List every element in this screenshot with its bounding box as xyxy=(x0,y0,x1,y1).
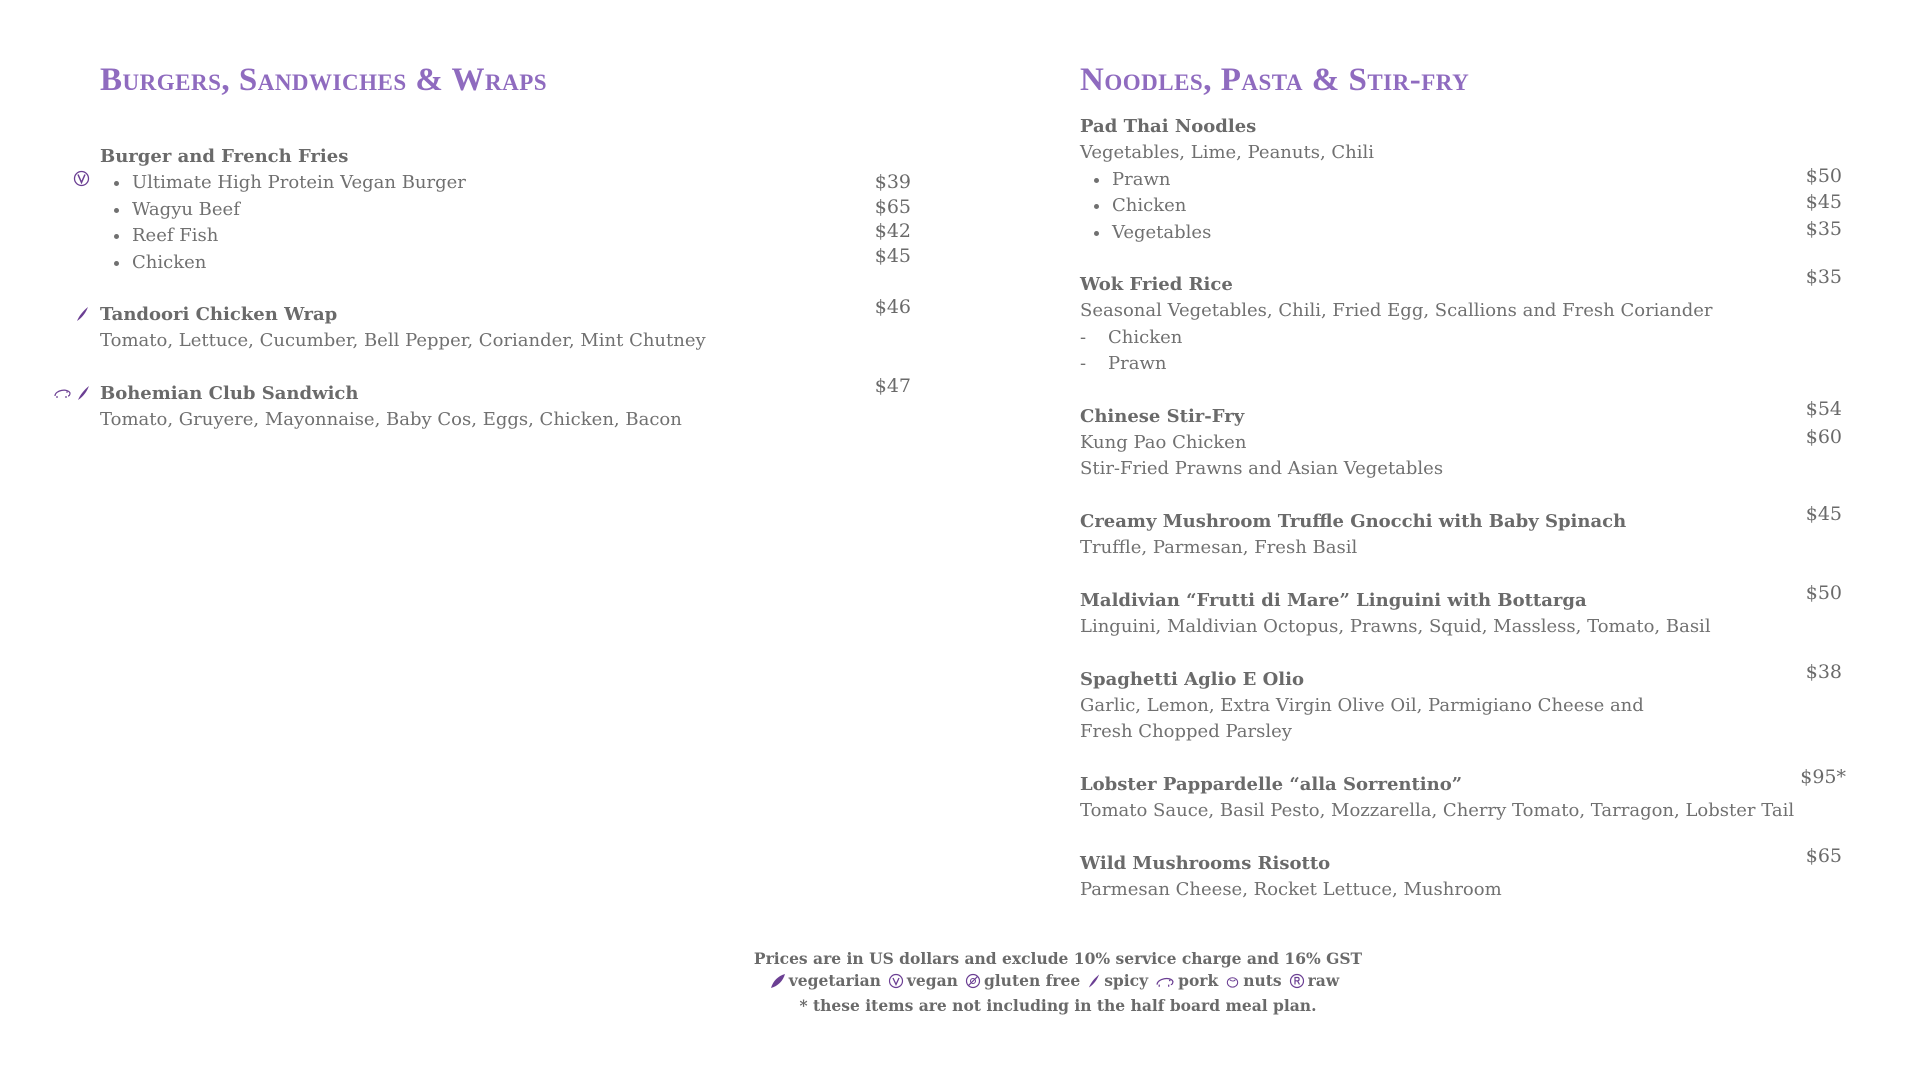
price: $35 xyxy=(1805,266,1842,289)
item-description: Kung Pao Chicken $60 xyxy=(1080,426,1842,454)
item-name: Tandoori Chicken Wrap xyxy=(100,304,338,326)
item-description: Garlic, Lemon, Extra Virgin Olive Oil, Parmigiano Cheese and Fresh Chopped Parsley xyxy=(1080,694,1644,743)
option-row: Chicken $45 xyxy=(1080,193,1850,219)
item-name: Chinese Stir-Fry xyxy=(1080,405,1245,427)
item-name: Lobster Pappardelle “alla Sorrentino” xyxy=(1080,773,1463,795)
item-description: Vegetables, Lime, Peanuts, Chili xyxy=(1080,142,1375,164)
price: $54 xyxy=(1805,397,1842,420)
menu-item-risotto xyxy=(1080,844,1850,904)
menu-item-linguini xyxy=(1080,581,1850,641)
vegan-icon xyxy=(73,170,90,187)
menu-item-club xyxy=(100,374,915,434)
item-description: Seasonal Vegetables, Chili, Fried Egg, Scallions and Fresh Coriander xyxy=(1080,300,1713,322)
item-name: Bohemian Club Sandwich xyxy=(100,382,359,404)
price: $65 xyxy=(1805,844,1842,867)
item-description: Truffle, Parmesan, Fresh Basil xyxy=(1080,537,1358,559)
menu-item-aglio xyxy=(1080,660,1850,746)
leaf-icon xyxy=(770,973,786,989)
price: $39 xyxy=(874,171,911,194)
option-row: Vegetables $35 xyxy=(1080,220,1850,246)
option-row: - Prawn xyxy=(1080,351,1850,377)
option-row: Chicken $45 xyxy=(100,250,915,276)
item-description: Tomato Sauce, Basil Pesto, Mozzarella, Cherry Tomato, Tarragon, Lobster Tail xyxy=(1080,800,1795,822)
price: $46 xyxy=(874,296,911,319)
price: $47 xyxy=(874,374,911,397)
item-name: Wild Mushrooms Risotto xyxy=(1080,852,1331,874)
price: $95* xyxy=(1800,765,1846,788)
item-name: Creamy Mushroom Truffle Gnocchi with Baby Spinach xyxy=(1080,510,1627,532)
item-description: Tomato, Lettuce, Cucumber, Bell Pepper, Coriander, Mint Chutney xyxy=(100,330,706,352)
section-title: Burgers, Sandwiches & Wraps xyxy=(100,62,548,98)
nut-icon xyxy=(1225,974,1240,989)
price: $45 xyxy=(874,244,911,267)
price: $35 xyxy=(1805,217,1842,240)
menu-item-stirfry xyxy=(1080,397,1850,483)
price: $60 xyxy=(1805,426,1842,449)
price: $45 xyxy=(1805,191,1842,214)
price: $50 xyxy=(1805,164,1842,187)
option-row: Wagyu Beef $65 xyxy=(100,197,915,223)
section-burgers xyxy=(100,62,915,460)
dietary-legend: vegetarian vegan gluten free spicy pork nuts raw xyxy=(770,970,1346,992)
chili-icon xyxy=(75,306,90,322)
menu-item-padthai xyxy=(1080,114,1850,246)
item-description: Tomato, Gruyere, Mayonnaise, Baby Cos, Eggs, Chicken, Bacon xyxy=(100,409,682,431)
section-title: Noodles, Pasta & Stir-fry xyxy=(1080,62,1470,98)
item-name: Burger and French Fries xyxy=(100,146,349,167)
v-circle-icon xyxy=(888,973,904,989)
price: $42 xyxy=(874,220,911,243)
option-row: Ultimate High Protein Vegan Burger $39 xyxy=(100,170,915,196)
price: $45 xyxy=(1805,502,1842,525)
chili-icon xyxy=(76,385,91,401)
price: $50 xyxy=(1805,581,1842,604)
menu-footer xyxy=(0,948,1920,1017)
price: $65 xyxy=(874,195,911,218)
item-description: Parmesan Cheese, Rocket Lettuce, Mushroom xyxy=(1080,878,1502,900)
pig-icon xyxy=(1155,975,1175,988)
menu-item-rice xyxy=(1080,266,1850,378)
price-note: Prices are in US dollars and exclude 10% service charge and 16% GST xyxy=(753,949,1363,968)
item-name: Pad Thai Noodles xyxy=(1080,116,1257,137)
option-row: Prawn $50 xyxy=(1080,167,1850,193)
menu-item-wrap xyxy=(100,296,915,355)
menu-item-burger xyxy=(100,144,915,276)
item-description: Linguini, Maldivian Octopus, Prawns, Squid, Massless, Tomato, Basil xyxy=(1080,616,1711,638)
item-name: Wok Fried Rice xyxy=(1080,274,1233,296)
price: $38 xyxy=(1805,660,1842,683)
half-board-note: * these items are not including in the half board meal plan. xyxy=(799,996,1317,1015)
menu-item-lobster xyxy=(1080,765,1850,825)
item-description: Stir-Fried Prawns and Asian Vegetables xyxy=(1080,458,1444,480)
option-row: Reef Fish $42 xyxy=(100,223,915,249)
menu-item-gnocchi xyxy=(1080,502,1850,562)
r-circle-icon xyxy=(1289,973,1305,989)
crossed-circle-icon xyxy=(965,973,981,989)
chili-icon xyxy=(1087,973,1101,989)
item-name: Maldivian “Frutti di Mare” Linguini with Bottarga xyxy=(1080,589,1587,611)
section-noodles xyxy=(1080,62,1850,929)
item-name: Spaghetti Aglio E Olio xyxy=(1080,668,1304,690)
option-row: - Chicken xyxy=(1080,325,1850,351)
pig-icon xyxy=(53,387,72,399)
